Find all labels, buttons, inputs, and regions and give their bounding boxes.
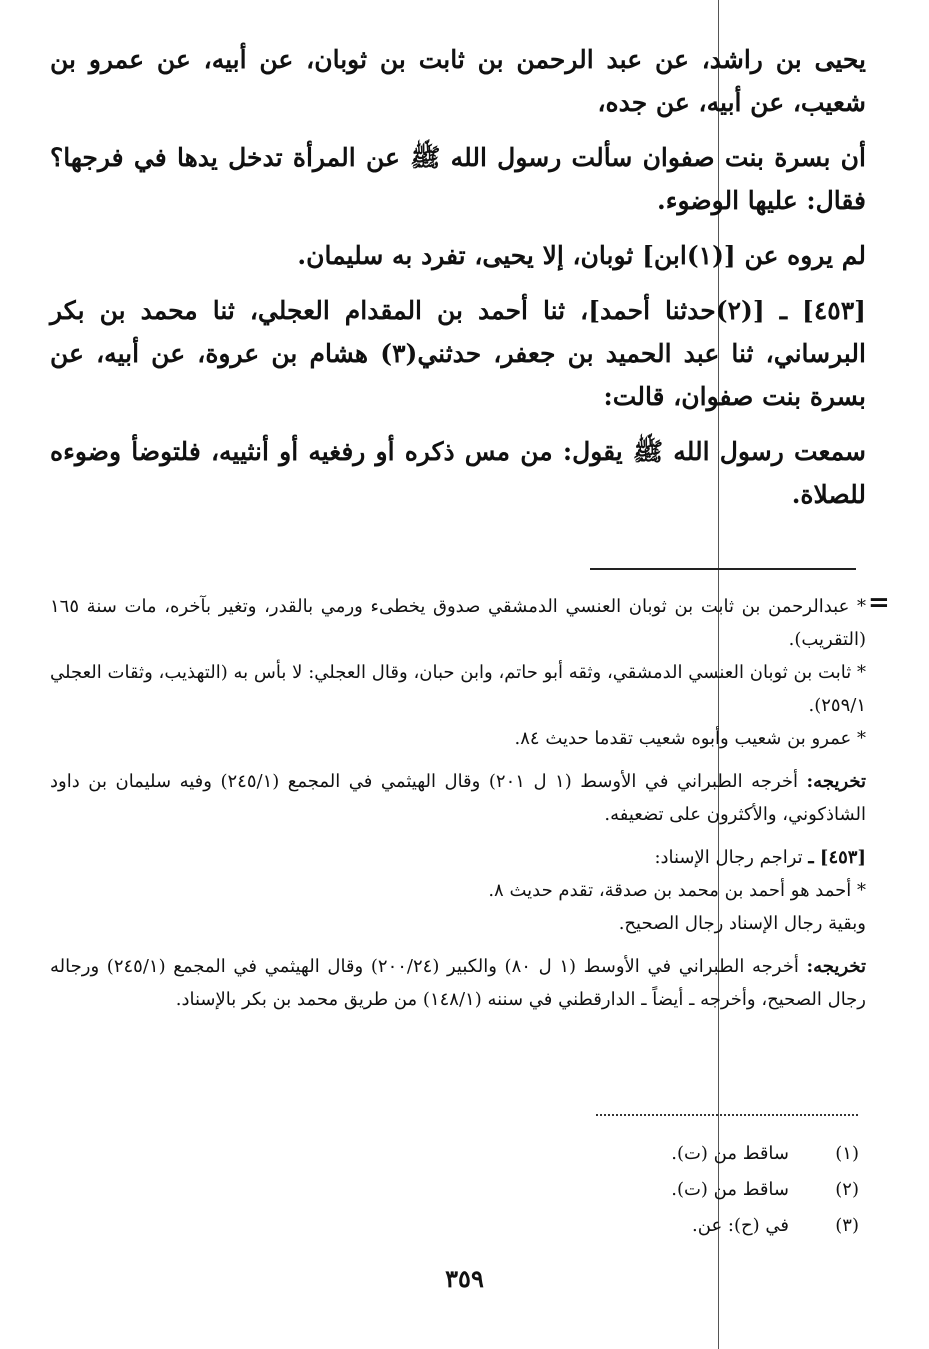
- commentary-item: * أحمد هو أحمد بن محمد بن صدقة، تقدم حديث ٨.: [488, 880, 866, 901]
- margin-continuation-mark: =: [868, 588, 890, 618]
- page-number: ٣٥٩: [445, 1264, 484, 1293]
- main-paragraph: سمعت رسول الله ﷺ يقول: من مس ذكره أو رفغيه أو أنثييه، فلتوضأ وضوءه للصلاة.: [50, 437, 866, 509]
- main-paragraph: يحيى بن راشد، عن عبد الرحمن بن ثابت بن ثوبان، عن أبيه، عن عمرو بن شعيب، عن أبيه، عن جده،: [50, 45, 866, 117]
- commentary-item: * عبدالرحمن بن ثابت بن ثوبان العنسي الدمشقي صدوق يخطىء ورمي بالقدر، وتغير بآخره، مات سنة ١٦٥ (التقريب).: [50, 596, 866, 650]
- footnote-separator: [590, 568, 856, 570]
- takhrij-item: تخريجه: أخرجه الطبراني في الأوسط (١ ل ٢٠١) وقال الهيثمي في المجمع (٢٤٥/١) وفيه سليمان بن داود الشاذكوني، والأكثرون على تضعيفه.: [50, 771, 867, 825]
- main-paragraph: لم يروه عن [(١)ابن] ثوبان، إلا يحيى، تفرد به سليمان.: [297, 241, 866, 270]
- note-item: (١)ساقط من (ت).: [671, 1143, 859, 1164]
- commentary-item: * عمرو بن شعيب وأبوه شعيب تقدما حديث ٨٤.: [514, 728, 866, 749]
- main-paragraph: أن بسرة بنت صفوان سألت رسول الله ﷺ عن المرأة تدخل يدها في فرجها؟ فقال: عليها الوضوء.: [50, 143, 866, 215]
- commentary: [50, 590, 866, 1016]
- main-text: [50, 38, 866, 516]
- variant-notes: [671, 1136, 859, 1244]
- commentary-item: * ثابت بن ثوبان العنسي الدمشقي، وثقه أبو حاتم، وابن حبان، وقال العجلي: لا بأس به (التهذيب، وثقات العجلي ٢٥٩/١).: [50, 662, 866, 716]
- takhrij-item: تخريجه: أخرجه الطبراني في الأوسط (١ ل ٨٠) والكبير (٢٠٠/٢٤) وقال الهيثمي في المجمع (٢٤٥/١) ورجاله رجال الصحيح، وأخرجه ـ أيضاً ـ الدارقطني في سننه (١٤٨/١) من طريق محمد بن بكر بالإسناد.: [50, 956, 866, 1010]
- commentary-heading: [٤٥٣] ـ تراجم رجال الإسناد:: [654, 847, 866, 868]
- note-item: (٢)ساقط من (ت).: [671, 1179, 859, 1200]
- hadith-453: [٤٥٣] ـ [(٢)حدثنا أحمد]، ثنا أحمد بن المقدام العجلي، ثنا محمد بن بكر البرساني، ثنا عبد الحميد بن جعفر، حدثني(٣) هشام بن عروة، عن أبيه، عن بسرة بنت صفوان، قالت:: [50, 296, 866, 411]
- commentary-item: وبقية رجال الإسناد رجال الصحيح.: [618, 913, 866, 934]
- notes-dotted-separator: [596, 1114, 858, 1116]
- note-item: (٣)في (ح): عن.: [692, 1215, 859, 1236]
